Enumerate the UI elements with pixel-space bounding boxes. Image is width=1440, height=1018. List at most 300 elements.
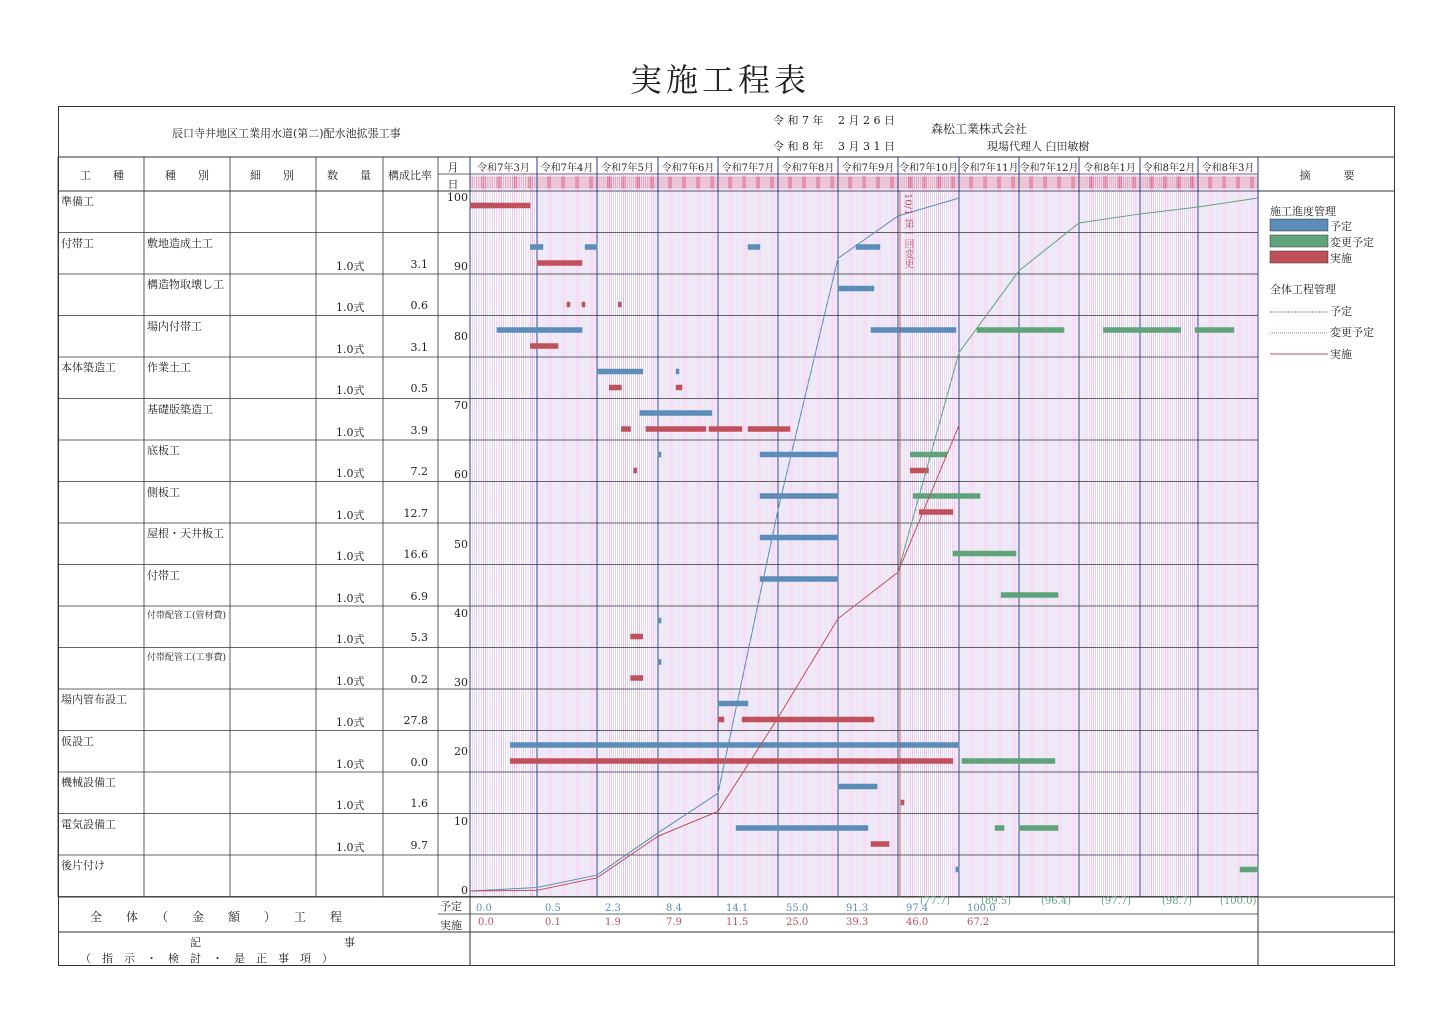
day-cell — [835, 177, 836, 188]
day-cell — [1126, 177, 1127, 188]
day-cell — [1014, 177, 1015, 188]
month-label: 令和8年2月 — [1142, 163, 1196, 174]
day-cell — [659, 177, 660, 188]
day-cell — [1138, 177, 1139, 188]
day-cell — [861, 177, 862, 188]
day-cell — [937, 177, 938, 188]
y-tick-label: 60 — [454, 468, 468, 482]
day-cell — [1142, 177, 1143, 188]
row-ratio: 6.9 — [410, 589, 428, 603]
row-ratio: 1.6 — [410, 797, 428, 810]
col-kousyu: 工 種 — [80, 169, 124, 182]
footer-plan-value: 2.3 — [605, 903, 621, 914]
day-cell — [893, 177, 894, 188]
row-ratio: 27.8 — [403, 714, 428, 727]
legend-change: 変更予定 — [1330, 236, 1374, 249]
day-cell — [992, 177, 993, 188]
day-cell — [753, 177, 754, 188]
legend-plan: 予定 — [1330, 220, 1352, 233]
day-cell — [909, 177, 910, 188]
row-shubetsu: 構造物取壊し工 — [147, 278, 224, 291]
footer-actual-value: 0.0 — [478, 917, 494, 928]
footer-plan-value: 0.0 — [476, 903, 492, 914]
day-cell — [542, 177, 543, 188]
gantt-bar-plan — [838, 286, 874, 291]
day-cell — [982, 177, 983, 188]
day-cell — [899, 177, 900, 188]
day-cell — [771, 177, 772, 188]
day-cell — [1078, 177, 1079, 188]
footer-actual-value: 25.0 — [786, 917, 809, 928]
y-tick-label: 10 — [454, 814, 468, 828]
day-cell — [799, 177, 800, 188]
day-cell — [711, 177, 712, 188]
day-cell — [600, 177, 601, 188]
y-tick-label: 80 — [454, 329, 468, 343]
row-ratio: 0.0 — [410, 755, 428, 769]
day-cell — [951, 177, 952, 188]
day-cell — [640, 177, 641, 188]
day-cell — [805, 177, 806, 188]
day-cell — [1197, 177, 1198, 188]
day-cell — [1096, 177, 1097, 188]
day-cell — [879, 177, 880, 188]
day-cell — [925, 177, 926, 188]
y-tick-label: 100 — [447, 191, 468, 204]
day-cell — [693, 177, 694, 188]
day-cell — [791, 177, 792, 188]
day-cell — [785, 177, 786, 188]
gantt-bar-plan — [736, 826, 868, 831]
day-cell — [538, 177, 539, 188]
day-cell — [1008, 177, 1009, 188]
day-cell — [911, 177, 912, 188]
day-cell — [502, 177, 503, 188]
day-cell — [482, 177, 483, 188]
day-cell — [1207, 177, 1208, 188]
day-cell — [1247, 177, 1248, 188]
day-cell — [568, 177, 569, 188]
gantt-bar-actual — [470, 203, 530, 208]
day-cell — [853, 177, 854, 188]
day-cell — [1223, 177, 1224, 188]
day-cell — [964, 177, 965, 188]
row-quantity: 1.0式 — [336, 425, 365, 439]
day-cell — [681, 177, 682, 188]
day-cell — [1144, 177, 1145, 188]
day-cell — [1158, 177, 1159, 188]
day-cell — [1064, 177, 1065, 188]
day-cell — [517, 177, 518, 188]
row-shubetsu: 敷地造成土工 — [147, 236, 213, 250]
day-cell — [801, 177, 802, 188]
day-cell — [620, 177, 621, 188]
day-cell — [495, 177, 496, 188]
gantt-bar-actual — [631, 676, 643, 681]
gantt-bar-plan — [676, 369, 679, 374]
gantt-bar-change — [1240, 867, 1258, 872]
day-cell — [1038, 177, 1039, 188]
day-cell — [1225, 177, 1226, 188]
day-cell — [1112, 177, 1113, 188]
day-cell — [1237, 177, 1238, 188]
day-cell — [775, 177, 776, 188]
day-cell — [497, 177, 498, 188]
day-cell — [739, 177, 740, 188]
day-cell — [1199, 177, 1200, 188]
day-cell — [1162, 177, 1163, 188]
month-label: 令和8年3月 — [1201, 163, 1255, 174]
col-saibetsu: 細 別 — [250, 169, 294, 182]
row-quantity: 1.0式 — [336, 384, 365, 397]
day-cell — [1106, 177, 1107, 188]
day-cell — [630, 177, 631, 188]
day-cell — [1181, 177, 1182, 188]
day-cell — [843, 177, 844, 188]
day-cell — [763, 177, 764, 188]
day-cell — [873, 177, 874, 188]
day-cell — [628, 177, 629, 188]
gantt-bar-plan — [871, 328, 956, 333]
day-cell — [1141, 177, 1142, 188]
day-cell — [1110, 177, 1111, 188]
day-cell — [1183, 177, 1184, 188]
row-quantity: 1.0式 — [336, 674, 365, 688]
day-cell — [580, 177, 581, 188]
day-cell — [919, 177, 920, 188]
day-cell — [1231, 177, 1232, 188]
row-quantity: 1.0式 — [336, 259, 365, 273]
day-cell — [845, 177, 846, 188]
row-ratio: 0.2 — [410, 672, 428, 686]
day-cell — [1255, 177, 1256, 188]
day-cell — [1227, 177, 1228, 188]
gantt-bar-actual — [609, 385, 621, 390]
day-cell — [889, 177, 890, 188]
day-cell — [622, 177, 623, 188]
day-cell — [1062, 177, 1063, 188]
day-cell — [1080, 177, 1081, 188]
day-cell — [1166, 177, 1167, 188]
day-cell — [1020, 177, 1021, 188]
day-cell — [877, 177, 878, 188]
day-cell — [1042, 177, 1043, 188]
day-cell — [695, 177, 696, 188]
day-cell — [855, 177, 856, 188]
site-agent: 現場代理人 臼田敏樹 — [987, 140, 1090, 153]
day-cell — [661, 177, 662, 188]
day-cell — [1074, 177, 1075, 188]
col-month: 月 — [447, 161, 459, 174]
month-label: 令和7年10月 — [898, 163, 959, 174]
day-cell — [761, 177, 762, 188]
legend-overall-plan: 予定 — [1330, 305, 1352, 318]
day-cell — [475, 177, 476, 188]
day-cell — [1132, 177, 1133, 188]
day-cell — [1056, 177, 1057, 188]
day-cell — [885, 177, 886, 188]
gantt-bar-plan — [760, 494, 838, 499]
day-cell — [773, 177, 774, 188]
footer-plan-value: 97.4 — [906, 903, 929, 914]
day-cell — [515, 177, 516, 188]
day-cell — [1136, 177, 1137, 188]
day-cell — [917, 177, 918, 188]
row-ratio: 3.1 — [410, 340, 428, 354]
curve-plan — [470, 198, 959, 891]
day-cell — [831, 177, 832, 188]
row-quantity: 1.0式 — [336, 508, 365, 522]
gantt-bar-actual — [646, 427, 706, 432]
day-cell — [618, 177, 619, 188]
footer-plan-value: 91.3 — [846, 903, 869, 914]
day-cell — [1092, 177, 1093, 188]
day-cell — [1044, 177, 1045, 188]
day-cell — [691, 177, 692, 188]
legend-swatch-actual — [1270, 251, 1328, 263]
day-cell — [1086, 177, 1087, 188]
gantt-bar-change — [1001, 593, 1058, 598]
day-cell — [582, 177, 583, 188]
day-cell — [632, 177, 633, 188]
day-cell — [815, 177, 816, 188]
day-cell — [1006, 177, 1007, 188]
day-cell — [677, 177, 678, 188]
day-cell — [837, 177, 838, 188]
row-kousyu: 場内管布設工 — [61, 693, 127, 706]
day-cell — [491, 177, 492, 188]
day-cell — [1094, 177, 1095, 188]
day-cell — [907, 177, 908, 188]
row-quantity: 1.0式 — [336, 301, 365, 314]
row-ratio: 12.7 — [403, 506, 428, 520]
row-shubetsu: 屋根・天井板工 — [147, 527, 224, 540]
day-cell — [471, 177, 472, 188]
day-cell — [751, 177, 752, 188]
day-cell — [715, 177, 716, 188]
day-cell — [1243, 177, 1244, 188]
gantt-bar-plan — [640, 411, 712, 416]
gantt-bar-actual — [510, 759, 953, 764]
col-suryo: 数 量 — [327, 169, 371, 182]
day-cell — [713, 177, 714, 188]
day-cell — [594, 177, 595, 188]
day-cell — [988, 177, 989, 188]
day-cell — [1100, 177, 1101, 188]
footer-plan-label: 予定 — [440, 900, 462, 913]
day-cell — [705, 177, 706, 188]
gantt-bar-change — [913, 494, 980, 499]
gantt-bar-change — [1019, 826, 1058, 831]
day-cell — [626, 177, 627, 188]
day-cell — [1070, 177, 1071, 188]
day-cell — [833, 177, 834, 188]
day-cell — [1239, 177, 1240, 188]
day-cell — [1098, 177, 1099, 188]
day-cell — [656, 177, 657, 188]
day-cell — [652, 177, 653, 188]
day-cell — [558, 177, 559, 188]
day-cell — [610, 177, 611, 188]
day-cell — [1108, 177, 1109, 188]
day-cell — [560, 177, 561, 188]
day-cell — [1054, 177, 1055, 188]
day-cell — [1052, 177, 1053, 188]
footer-actual-value: 11.5 — [726, 917, 749, 928]
y-tick-label: 0 — [461, 884, 468, 897]
day-cell — [847, 177, 848, 188]
day-cell — [477, 177, 478, 188]
footer-actual-value: 67.2 — [967, 917, 990, 928]
footer-actual-value: 46.0 — [906, 917, 929, 928]
day-cell — [978, 177, 979, 188]
row-quantity: 1.0式 — [336, 757, 365, 771]
day-cell — [1002, 177, 1003, 188]
month-label: 令和7年9月 — [841, 163, 895, 174]
day-cell — [849, 177, 850, 188]
day-cell — [957, 177, 958, 188]
y-tick-label: 20 — [454, 745, 468, 759]
day-cell — [863, 177, 864, 188]
day-cell — [825, 177, 826, 188]
curve-actual — [470, 425, 959, 891]
day-cell — [1076, 177, 1077, 188]
day-cell — [689, 177, 690, 188]
day-cell — [1082, 177, 1083, 188]
day-cell — [1249, 177, 1250, 188]
day-cell — [479, 177, 480, 188]
day-cell — [699, 177, 700, 188]
row-quantity: 1.0式 — [336, 467, 365, 480]
day-cell — [636, 177, 637, 188]
overall-progress-label: 全 体 （ 金 額 ） 工 程 — [90, 910, 343, 924]
col-remarks: 摘 要 — [1299, 169, 1355, 182]
day-cell — [1050, 177, 1051, 188]
footer-change-value: (97.7) — [1101, 896, 1132, 907]
row-kousyu: 仮設工 — [61, 734, 94, 748]
day-cell — [953, 177, 954, 188]
day-cell — [857, 177, 858, 188]
day-cell — [1048, 177, 1049, 188]
row-quantity: 1.0式 — [336, 342, 365, 356]
gantt-bar-actual — [709, 427, 742, 432]
gantt-bar-actual — [748, 427, 790, 432]
gantt-bar-change — [953, 551, 1016, 556]
day-cell — [962, 177, 963, 188]
day-cell — [723, 177, 724, 188]
day-cell — [1124, 177, 1125, 188]
day-cell — [968, 177, 969, 188]
day-cell — [493, 177, 494, 188]
day-cell — [511, 177, 512, 188]
day-cell — [1156, 177, 1157, 188]
day-cell — [809, 177, 810, 188]
day-cell — [529, 177, 530, 188]
day-cell — [1245, 177, 1246, 188]
day-cell — [1253, 177, 1254, 188]
day-cell — [1177, 177, 1178, 188]
row-quantity: 1.0式 — [336, 591, 365, 605]
day-cell — [1130, 177, 1131, 188]
day-cell — [1000, 177, 1001, 188]
day-cell — [741, 177, 742, 188]
day-cell — [765, 177, 766, 188]
day-cell — [703, 177, 704, 188]
day-cell — [1068, 177, 1069, 188]
day-cell — [1030, 177, 1031, 188]
day-cell — [1168, 177, 1169, 188]
day-cell — [827, 177, 828, 188]
day-cell — [1116, 177, 1117, 188]
row-kousyu: 電気設備工 — [61, 817, 116, 831]
gantt-bar-plan — [510, 743, 959, 748]
day-cell — [1122, 177, 1123, 188]
gantt-bar-actual — [676, 385, 682, 390]
day-cell — [1036, 177, 1037, 188]
month-label: 令和7年6月 — [661, 163, 715, 174]
day-cell — [955, 177, 956, 188]
day-cell — [994, 177, 995, 188]
day-cell — [556, 177, 557, 188]
day-cell — [1187, 177, 1188, 188]
footer-actual-label: 実施 — [440, 919, 462, 932]
gantt-bar-actual — [631, 634, 643, 639]
day-cell — [939, 177, 940, 188]
day-cell — [779, 177, 780, 188]
row-kousyu: 付帯工 — [61, 236, 94, 250]
footer-plan-value: 0.5 — [545, 903, 561, 914]
row-kousyu: 機械設備工 — [61, 776, 116, 789]
day-cell — [701, 177, 702, 188]
day-cell — [767, 177, 768, 188]
day-cell — [1160, 177, 1161, 188]
day-cell — [638, 177, 639, 188]
gantt-bar-actual — [901, 800, 904, 805]
day-cell — [966, 177, 967, 188]
day-cell — [875, 177, 876, 188]
day-cell — [913, 177, 914, 188]
day-cell — [737, 177, 738, 188]
footer-change-value: (77.7) — [920, 896, 951, 907]
day-cell — [535, 177, 536, 188]
day-cell — [590, 177, 591, 188]
gantt-bar-change — [1195, 328, 1234, 333]
day-cell — [1229, 177, 1230, 188]
day-cell — [588, 177, 589, 188]
change-note: 10/1 第一回変更 — [902, 193, 913, 269]
month-label: 令和7年3月 — [477, 163, 530, 174]
day-cell — [663, 177, 664, 188]
day-cell — [1060, 177, 1061, 188]
day-cell — [727, 177, 728, 188]
day-cell — [867, 177, 868, 188]
day-cell — [941, 177, 942, 188]
day-cell — [960, 177, 961, 188]
day-cell — [1010, 177, 1011, 188]
legend-overall-change: 変更予定 — [1330, 326, 1374, 339]
footer-plan-value: 8.4 — [666, 903, 682, 914]
gantt-bar-plan — [838, 784, 877, 789]
row-shubetsu: 基礎版築造工 — [147, 402, 213, 416]
day-cell — [787, 177, 788, 188]
day-cell — [984, 177, 985, 188]
gantt-bar-plan — [597, 369, 643, 374]
company-name: 森松工業株式会社 — [931, 122, 1028, 136]
day-cell — [823, 177, 824, 188]
day-cell — [550, 177, 551, 188]
day-cell — [572, 177, 573, 188]
day-cell — [1154, 177, 1155, 188]
